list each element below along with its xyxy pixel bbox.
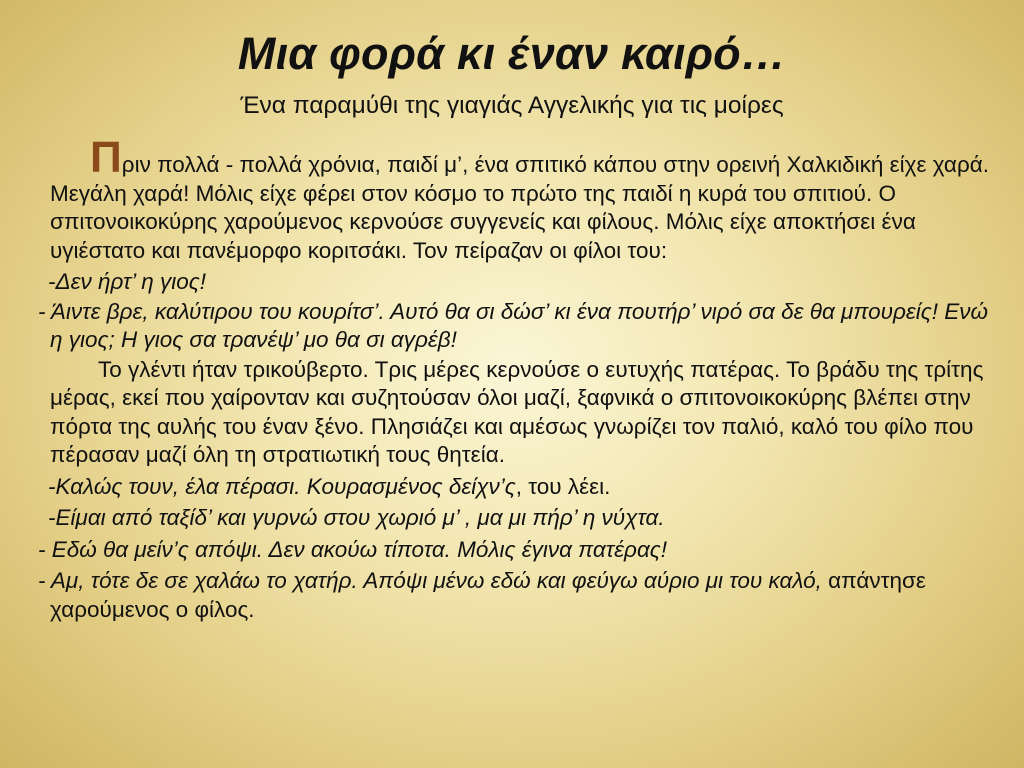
story-paragraph-2 <box>40 356 1000 470</box>
dialogue-6-tag: απάντησε χαρούμενος ο φίλος. <box>50 568 926 622</box>
dialogue-line-1: -Δεν ήρτ’ η γιος! <box>48 269 206 294</box>
dialogue-line-6 <box>40 567 1000 624</box>
dialogue-line-3 <box>40 473 1000 502</box>
story-text <box>38 133 1000 625</box>
slide-title: Μια φορά κι έναν καιρό… <box>237 28 787 79</box>
dialogue-6-speech: - Αμ, τότε δε σε χαλάω το χατήρ. Απόψι μένω εδώ και φεύγω αύριο μι του καλό, <box>38 568 822 593</box>
dialogue-3-speech: -Καλώς τουν, έλα πέρασι. Κουρασμένος δείχν’ς <box>48 473 516 499</box>
dialogue-line-4: -Είμαι από ταξίδ’ και γυρνώ στου χωριό μ’ , μα μι πήρ’ η νύχτα. <box>48 505 665 530</box>
paragraph-1-text: ριν πολλά - πολλά χρόνια, παιδί μ’, ένα σπιτικό κάπου στην ορεινή Χαλκιδική είχε χαρά. Μεγάλη χαρά! Μόλις είχε φέρει στον κόσμο το πρώτο της παιδί η κυρά του σπιτιού. Ο σπιτονοικοκύρης χαρούμενος κερνούσε συγγενείς και φίλους. Μόλις είχε αποκτήσει ένα υγιέστατο και πανέμορφο κοριτσάκι. Τον πείραζαν οι φίλοι του: <box>50 152 989 263</box>
dialogue-3-tag: , του λέει. <box>515 473 611 499</box>
slide-subtitle: Ένα παραμύθι της γιαγιάς Αγγελικής για τις μοίρες <box>240 92 784 119</box>
drop-cap-letter: Π <box>90 133 122 182</box>
dialogue-line-5: - Εδώ θα μείν’ς απόψι. Δεν ακούω τίποτα. Μόλις έγινα πατέρας! <box>38 536 667 562</box>
story-paragraph-1 <box>40 133 1000 265</box>
dialogue-line-2: - Άιντε βρε, καλύτιρου του κουρίτσ’. Αυτό θα σι δώσ’ κι ένα πουτήρ’ νιρό σα δε θα μπουρείς! Ενώ η γιος; Η γιος σα τρανέψ’ μο θα σι αγρέβ! <box>38 298 988 352</box>
paragraph-2-text: Το γλέντι ήταν τρικούβερτο. Τρις μέρες κερνούσε ο ευτυχής πατέρας. Το βράδυ της τρίτης μέρας, εκεί που χαίρονταν και συζητούσαν όλοι μαζί, ξαφνικά ο σπιτονοικοκύρης βλέπει στην πόρτα της αυλής του έναν ξένο. Πλησιάζει και αμέσως γνωρίζει τον παλιό, καλό του φίλο που πέρασαν μαζί όλη τη στρατιωτική τους θητεία. <box>50 356 984 467</box>
